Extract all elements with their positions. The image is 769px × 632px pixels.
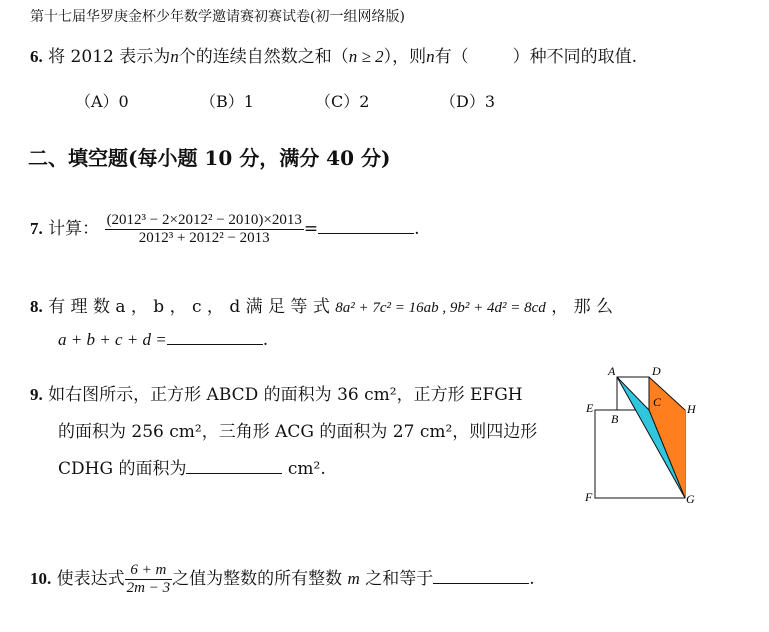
q7-numerator: (2012³ − 2×2012² − 2010)×2013 bbox=[106, 212, 302, 228]
q10-number: 10. bbox=[30, 569, 52, 588]
label-g: G bbox=[686, 492, 695, 506]
q6-option-a: （A）0 bbox=[75, 92, 129, 111]
q6-text-e: ）种不同的取值. bbox=[512, 47, 637, 67]
label-b: B bbox=[611, 412, 619, 426]
q9-line2: 的面积为 256 cm²，三角形 ACG 的面积为 27 cm²，则四边形 bbox=[58, 422, 538, 442]
q9-line1: 如右图所示，正方形 ABCD 的面积为 36 cm²，正方形 EFGH bbox=[48, 385, 523, 405]
q8-equation: 8a² + 7c² = 16ab , 9b² + 4d² = 8cd bbox=[335, 300, 546, 316]
q6-var-n: n bbox=[170, 47, 179, 66]
q7-number: 7. bbox=[30, 219, 43, 238]
label-f: F bbox=[585, 490, 593, 504]
q6-text-a: 将 2012 表示为 bbox=[48, 47, 171, 67]
q7-label: 计算： bbox=[48, 219, 100, 239]
q7-fraction bbox=[105, 212, 304, 247]
q9-line3 bbox=[58, 454, 326, 479]
q9-figure bbox=[580, 360, 700, 510]
q6-option-b: （B）1 bbox=[200, 92, 254, 111]
q8-line1: 有 理 数 a ， b ， c ， d 满 足 等 式 bbox=[48, 297, 330, 317]
q7-denominator: 2012³ + 2012² − 2013 bbox=[138, 230, 270, 246]
q6-condition: n ≥ 2 bbox=[348, 47, 384, 66]
q9-line3a: CDHG 的面积为 bbox=[58, 459, 187, 479]
label-c: C bbox=[653, 395, 662, 409]
exam-header: 第十七届华罗庚金杯少年数学邀请赛初赛试卷(初一组网络版) bbox=[30, 9, 405, 25]
q8-tail: ， 那 么 bbox=[551, 297, 613, 317]
q8-end: . bbox=[262, 330, 269, 350]
question-7 bbox=[30, 212, 420, 247]
q8-answer-blank[interactable] bbox=[167, 328, 263, 345]
q8-sum-expression: a + b + c + d = bbox=[58, 330, 167, 349]
q10-text-end: 之和等于 bbox=[365, 569, 434, 589]
label-h: H bbox=[687, 402, 696, 416]
q9-line3b: cm². bbox=[287, 459, 326, 479]
question-9 bbox=[30, 380, 523, 405]
question-6 bbox=[30, 42, 637, 67]
question-8 bbox=[30, 292, 750, 317]
q10-fraction bbox=[125, 562, 172, 597]
q6-text-b: 个的连续自然数之和（ bbox=[178, 47, 349, 67]
q7-equals: = bbox=[303, 219, 319, 239]
q10-denominator: 2m − 3 bbox=[126, 580, 171, 596]
q10-var-m: m bbox=[347, 569, 360, 588]
q6-var-n2: n bbox=[426, 47, 435, 66]
q10-numerator: 6 + m bbox=[125, 562, 172, 580]
q10-end: . bbox=[529, 569, 535, 589]
q10-label: 使表达式 bbox=[56, 569, 125, 589]
q8-second-line bbox=[58, 328, 268, 350]
q6-text-c: ），则 bbox=[383, 47, 427, 67]
question-10 bbox=[30, 562, 535, 597]
q10-text-after: 之值为整数的所有整数 bbox=[172, 569, 343, 589]
label-a: A bbox=[608, 364, 616, 378]
q6-text-d: 有（ bbox=[434, 47, 469, 67]
q6-option-d: （D）3 bbox=[440, 92, 496, 111]
q6-option-c: （C）2 bbox=[315, 92, 370, 111]
q6-number: 6. bbox=[30, 47, 43, 66]
q8-number: 8. bbox=[30, 297, 43, 316]
q9-number: 9. bbox=[30, 385, 43, 404]
q7-answer-blank[interactable] bbox=[318, 217, 414, 234]
q10-answer-blank[interactable] bbox=[433, 567, 529, 584]
section-title: 二、填空题(每小题 10 分，满分 40 分) bbox=[28, 146, 391, 170]
q9-answer-blank[interactable] bbox=[186, 457, 282, 474]
label-d: D bbox=[652, 364, 661, 378]
label-e: E bbox=[586, 401, 594, 415]
q7-end: . bbox=[414, 219, 420, 239]
